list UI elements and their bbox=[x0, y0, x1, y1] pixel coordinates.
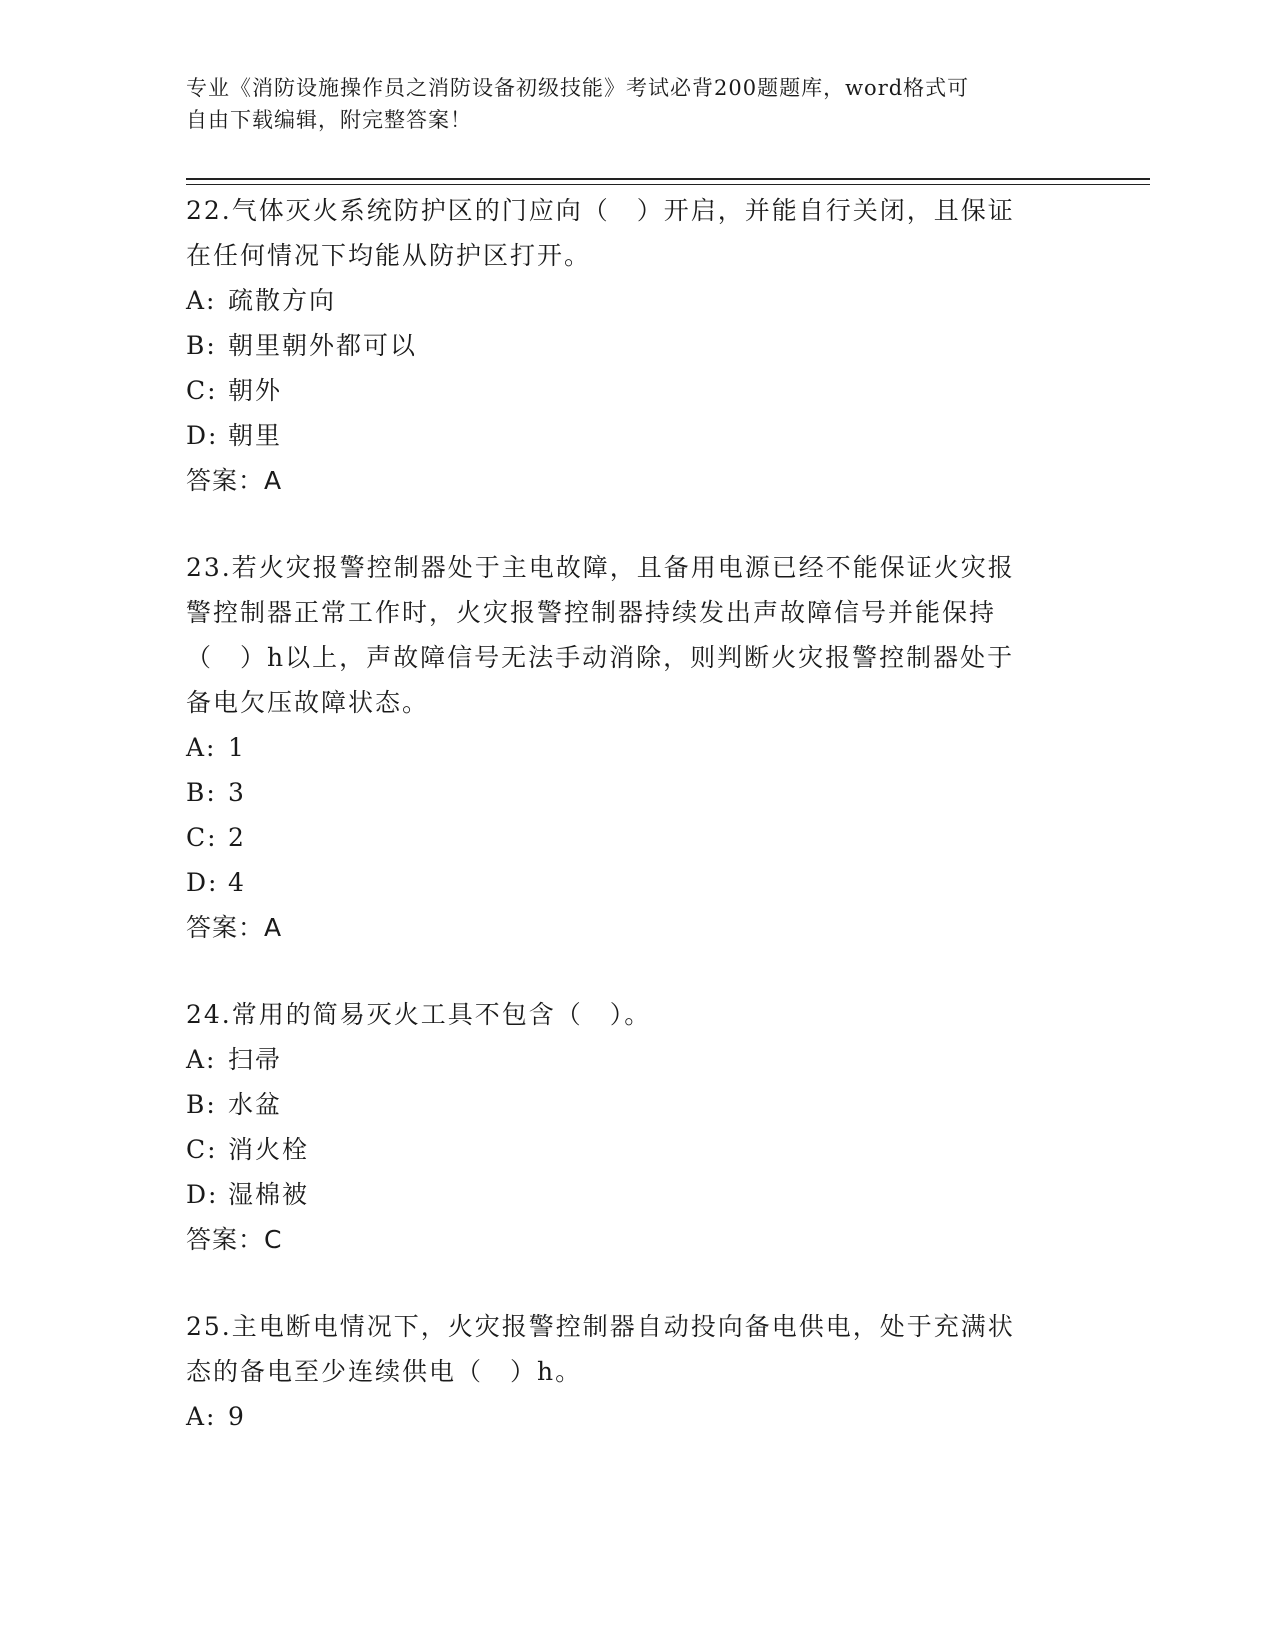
option-letter: B: bbox=[186, 1090, 217, 1119]
option-letter: A: bbox=[186, 286, 217, 315]
question-text-line: 备电欠压故障状态。 bbox=[186, 688, 430, 717]
question-block bbox=[186, 1304, 1086, 1439]
option-text: 湿棉被 bbox=[228, 1180, 310, 1209]
option-item bbox=[186, 1172, 1086, 1217]
question-text-line: 态的备电至少连续供电（ ）h。 bbox=[186, 1357, 583, 1386]
option-text: 3 bbox=[228, 778, 246, 807]
header-line-1: 专业《消防设施操作员之消防设备初级技能》考试必背200题题库，word格式可 bbox=[186, 76, 970, 100]
option-letter: A: bbox=[186, 733, 217, 762]
question-text-line: 22.气体灭火系统防护区的门应向（ ）开启，并能自行关闭，且保证 bbox=[186, 196, 1015, 225]
option-letter: D: bbox=[186, 421, 219, 450]
question-block bbox=[186, 992, 1086, 1262]
option-letter: B: bbox=[186, 331, 217, 360]
option-text: 扫帚 bbox=[228, 1045, 283, 1074]
option-text: 朝里 bbox=[228, 421, 283, 450]
option-item bbox=[186, 860, 1086, 905]
question-text-line: （ ）h以上，声故障信号无法手动消除，则判断火灾报警控制器处于 bbox=[186, 643, 1015, 672]
option-item bbox=[186, 1127, 1086, 1172]
question-block bbox=[186, 545, 1086, 950]
option-item bbox=[186, 770, 1086, 815]
question-block bbox=[186, 188, 1086, 503]
question-text-line: 警控制器正常工作时，火灾报警控制器持续发出声故障信号并能保持 bbox=[186, 598, 997, 627]
question-text-line: 24.常用的简易灭火工具不包含（ ）。 bbox=[186, 1000, 652, 1029]
question-text-line: 在任何情况下均能从防护区打开。 bbox=[186, 241, 592, 270]
option-text: 水盆 bbox=[228, 1090, 283, 1119]
option-text: 4 bbox=[228, 868, 246, 897]
answer-line: 答案：C bbox=[186, 1225, 283, 1254]
option-item bbox=[186, 725, 1086, 770]
document-header bbox=[186, 72, 1066, 136]
option-item bbox=[186, 815, 1086, 860]
option-letter: C: bbox=[186, 376, 218, 405]
option-item bbox=[186, 1082, 1086, 1127]
option-letter: D: bbox=[186, 1180, 219, 1209]
option-text: 朝里朝外都可以 bbox=[228, 331, 418, 360]
option-item bbox=[186, 413, 1086, 458]
option-letter: B: bbox=[186, 778, 217, 807]
option-letter: C: bbox=[186, 823, 218, 852]
question-text-line: 25.主电断电情况下，火灾报警控制器自动投向备电供电，处于充满状 bbox=[186, 1312, 1015, 1341]
header-line-2: 自由下载编辑，附完整答案！ bbox=[186, 108, 472, 132]
option-text: 疏散方向 bbox=[228, 286, 337, 315]
option-letter: D: bbox=[186, 868, 219, 897]
option-letter: A: bbox=[186, 1402, 217, 1431]
option-item bbox=[186, 1394, 1086, 1439]
option-text: 消火栓 bbox=[228, 1135, 310, 1164]
option-item bbox=[186, 368, 1086, 413]
option-letter: C: bbox=[186, 1135, 218, 1164]
answer-line: 答案：A bbox=[186, 913, 283, 942]
header-rule-thin bbox=[186, 184, 1150, 185]
answer-line: 答案：A bbox=[186, 466, 283, 495]
option-letter: A: bbox=[186, 1045, 217, 1074]
option-text: 朝外 bbox=[228, 376, 283, 405]
question-list bbox=[186, 188, 1086, 1481]
option-item bbox=[186, 278, 1086, 323]
header-rule-thick bbox=[186, 178, 1150, 180]
option-text: 2 bbox=[228, 823, 246, 852]
option-text: 1 bbox=[228, 733, 246, 762]
question-text-line: 23.若火灾报警控制器处于主电故障，且备用电源已经不能保证火灾报 bbox=[186, 553, 1015, 582]
option-item bbox=[186, 1037, 1086, 1082]
option-item bbox=[186, 323, 1086, 368]
option-text: 9 bbox=[228, 1402, 246, 1431]
